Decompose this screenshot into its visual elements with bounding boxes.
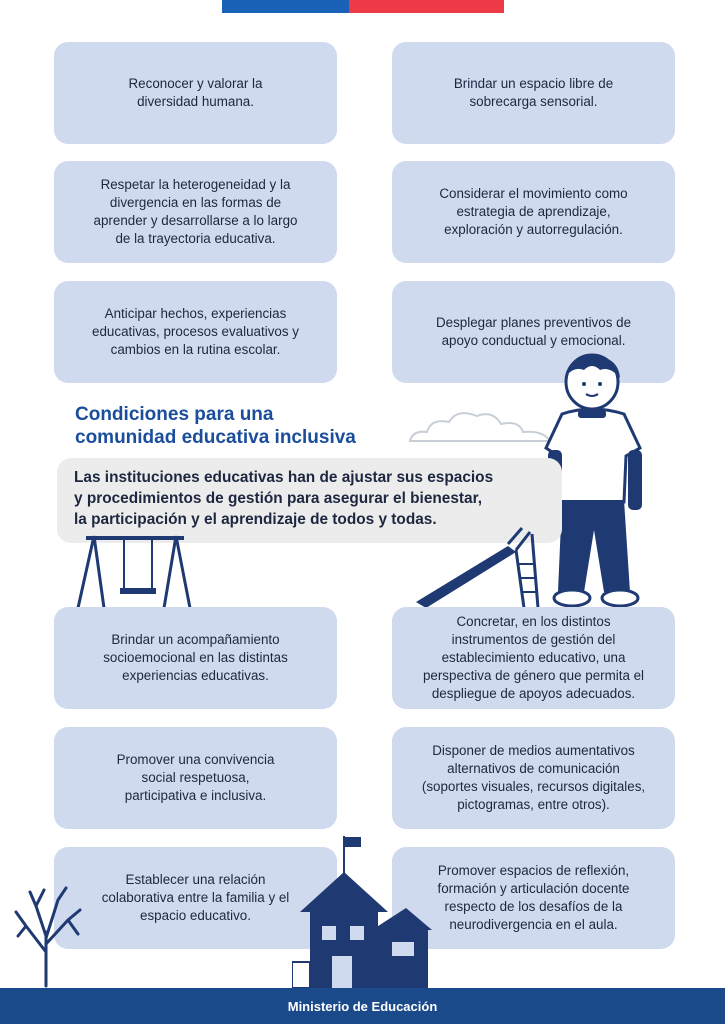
card-line: Considerar el movimiento como (439, 186, 628, 201)
card-line: experiencias educativas. (122, 668, 269, 683)
tree-illustration (8, 882, 86, 988)
card-line: alternativos de comunicación (447, 761, 620, 776)
card-line: Respetar la heterogeneidad y la (100, 177, 291, 192)
card-line: respecto de los desafíos de la (444, 899, 623, 914)
card-line: Anticipar hechos, experiencias (104, 306, 287, 321)
card-line: pictogramas, entre otros). (457, 797, 610, 812)
card-line: divergencia en las formas de (109, 195, 282, 210)
intro-line: Las instituciones educativas han de ajustar sus espacios (74, 469, 494, 486)
card-line: exploración y autorregulación. (444, 222, 623, 237)
footer-bar (0, 988, 725, 1024)
card-line: Brindar un espacio libre de (453, 76, 614, 91)
cloud-illustration (405, 408, 555, 444)
card-line: Desplegar planes preventivos de (435, 315, 632, 330)
card-concretar (392, 607, 675, 709)
card-line: colaborativa entre la familia y el (101, 890, 290, 905)
section-title-line: Condiciones para una (75, 404, 274, 425)
card-line: estrategia de aprendizaje, (456, 204, 611, 219)
card-line: despliegue de apoyos adecuados. (431, 686, 636, 701)
card-line: apoyo conductual y emocional. (441, 333, 626, 348)
section-title-line: comunidad educativa inclusiva (75, 427, 356, 448)
card-convivencia (54, 727, 337, 829)
card-line: espacio educativo. (140, 908, 251, 923)
card-acompanamiento (54, 607, 337, 709)
card-line: aprender y desarrollarse a lo largo (93, 213, 298, 228)
card-line: perspectiva de género que permita el (422, 668, 645, 683)
card-reconocer (54, 42, 337, 144)
card-considerar (392, 161, 675, 263)
card-line: cambios en la rutina escolar. (110, 342, 281, 357)
intro-line: la participación y el aprendizaje de todos y todas. (74, 511, 437, 528)
card-line: social respetuosa, (141, 770, 250, 785)
card-line: Establecer una relación (125, 872, 266, 887)
card-line: Disponer de medios aumentativos (432, 743, 635, 758)
card-line: formación y articulación docente (437, 881, 630, 896)
card-line: Brindar un acompañamiento (111, 632, 280, 647)
card-line: Promover espacios de reflexión, (437, 863, 630, 878)
top-brand-bar (222, 0, 504, 13)
slide-illustration (412, 522, 540, 612)
section-title (75, 403, 415, 449)
card-line: Promover una convivencia (116, 752, 275, 767)
brand-bar-red (349, 0, 504, 13)
swing-illustration (74, 532, 194, 610)
card-line: instrumentos de gestión del (451, 632, 616, 647)
card-brindar-espacio (392, 42, 675, 144)
intro-line: y procedimientos de gestión para asegurar el bienestar, (74, 490, 482, 507)
card-line: diversidad humana. (137, 94, 254, 109)
card-line: establecimiento educativo, una (441, 650, 626, 665)
card-respetar (54, 161, 337, 263)
brand-bar-blue (222, 0, 349, 13)
footer-label: Ministerio de Educación (287, 998, 438, 1014)
card-line: participativa e inclusiva. (124, 788, 267, 803)
card-line: neurodivergencia en el aula. (449, 917, 618, 932)
card-anticipar (54, 281, 337, 383)
card-line: (soportes visuales, recursos digitales, (421, 779, 646, 794)
card-line: socioemocional en las distintas (103, 650, 288, 665)
card-medios (392, 727, 675, 829)
card-line: sobrecarga sensorial. (469, 94, 598, 109)
card-line: Reconocer y valorar la (128, 76, 263, 91)
card-line: educativas, procesos evaluativos y (92, 324, 299, 339)
card-line: Concretar, en los distintos (456, 614, 611, 629)
card-line: de la trayectoria educativa. (115, 231, 276, 246)
school-building-illustration (292, 834, 444, 988)
